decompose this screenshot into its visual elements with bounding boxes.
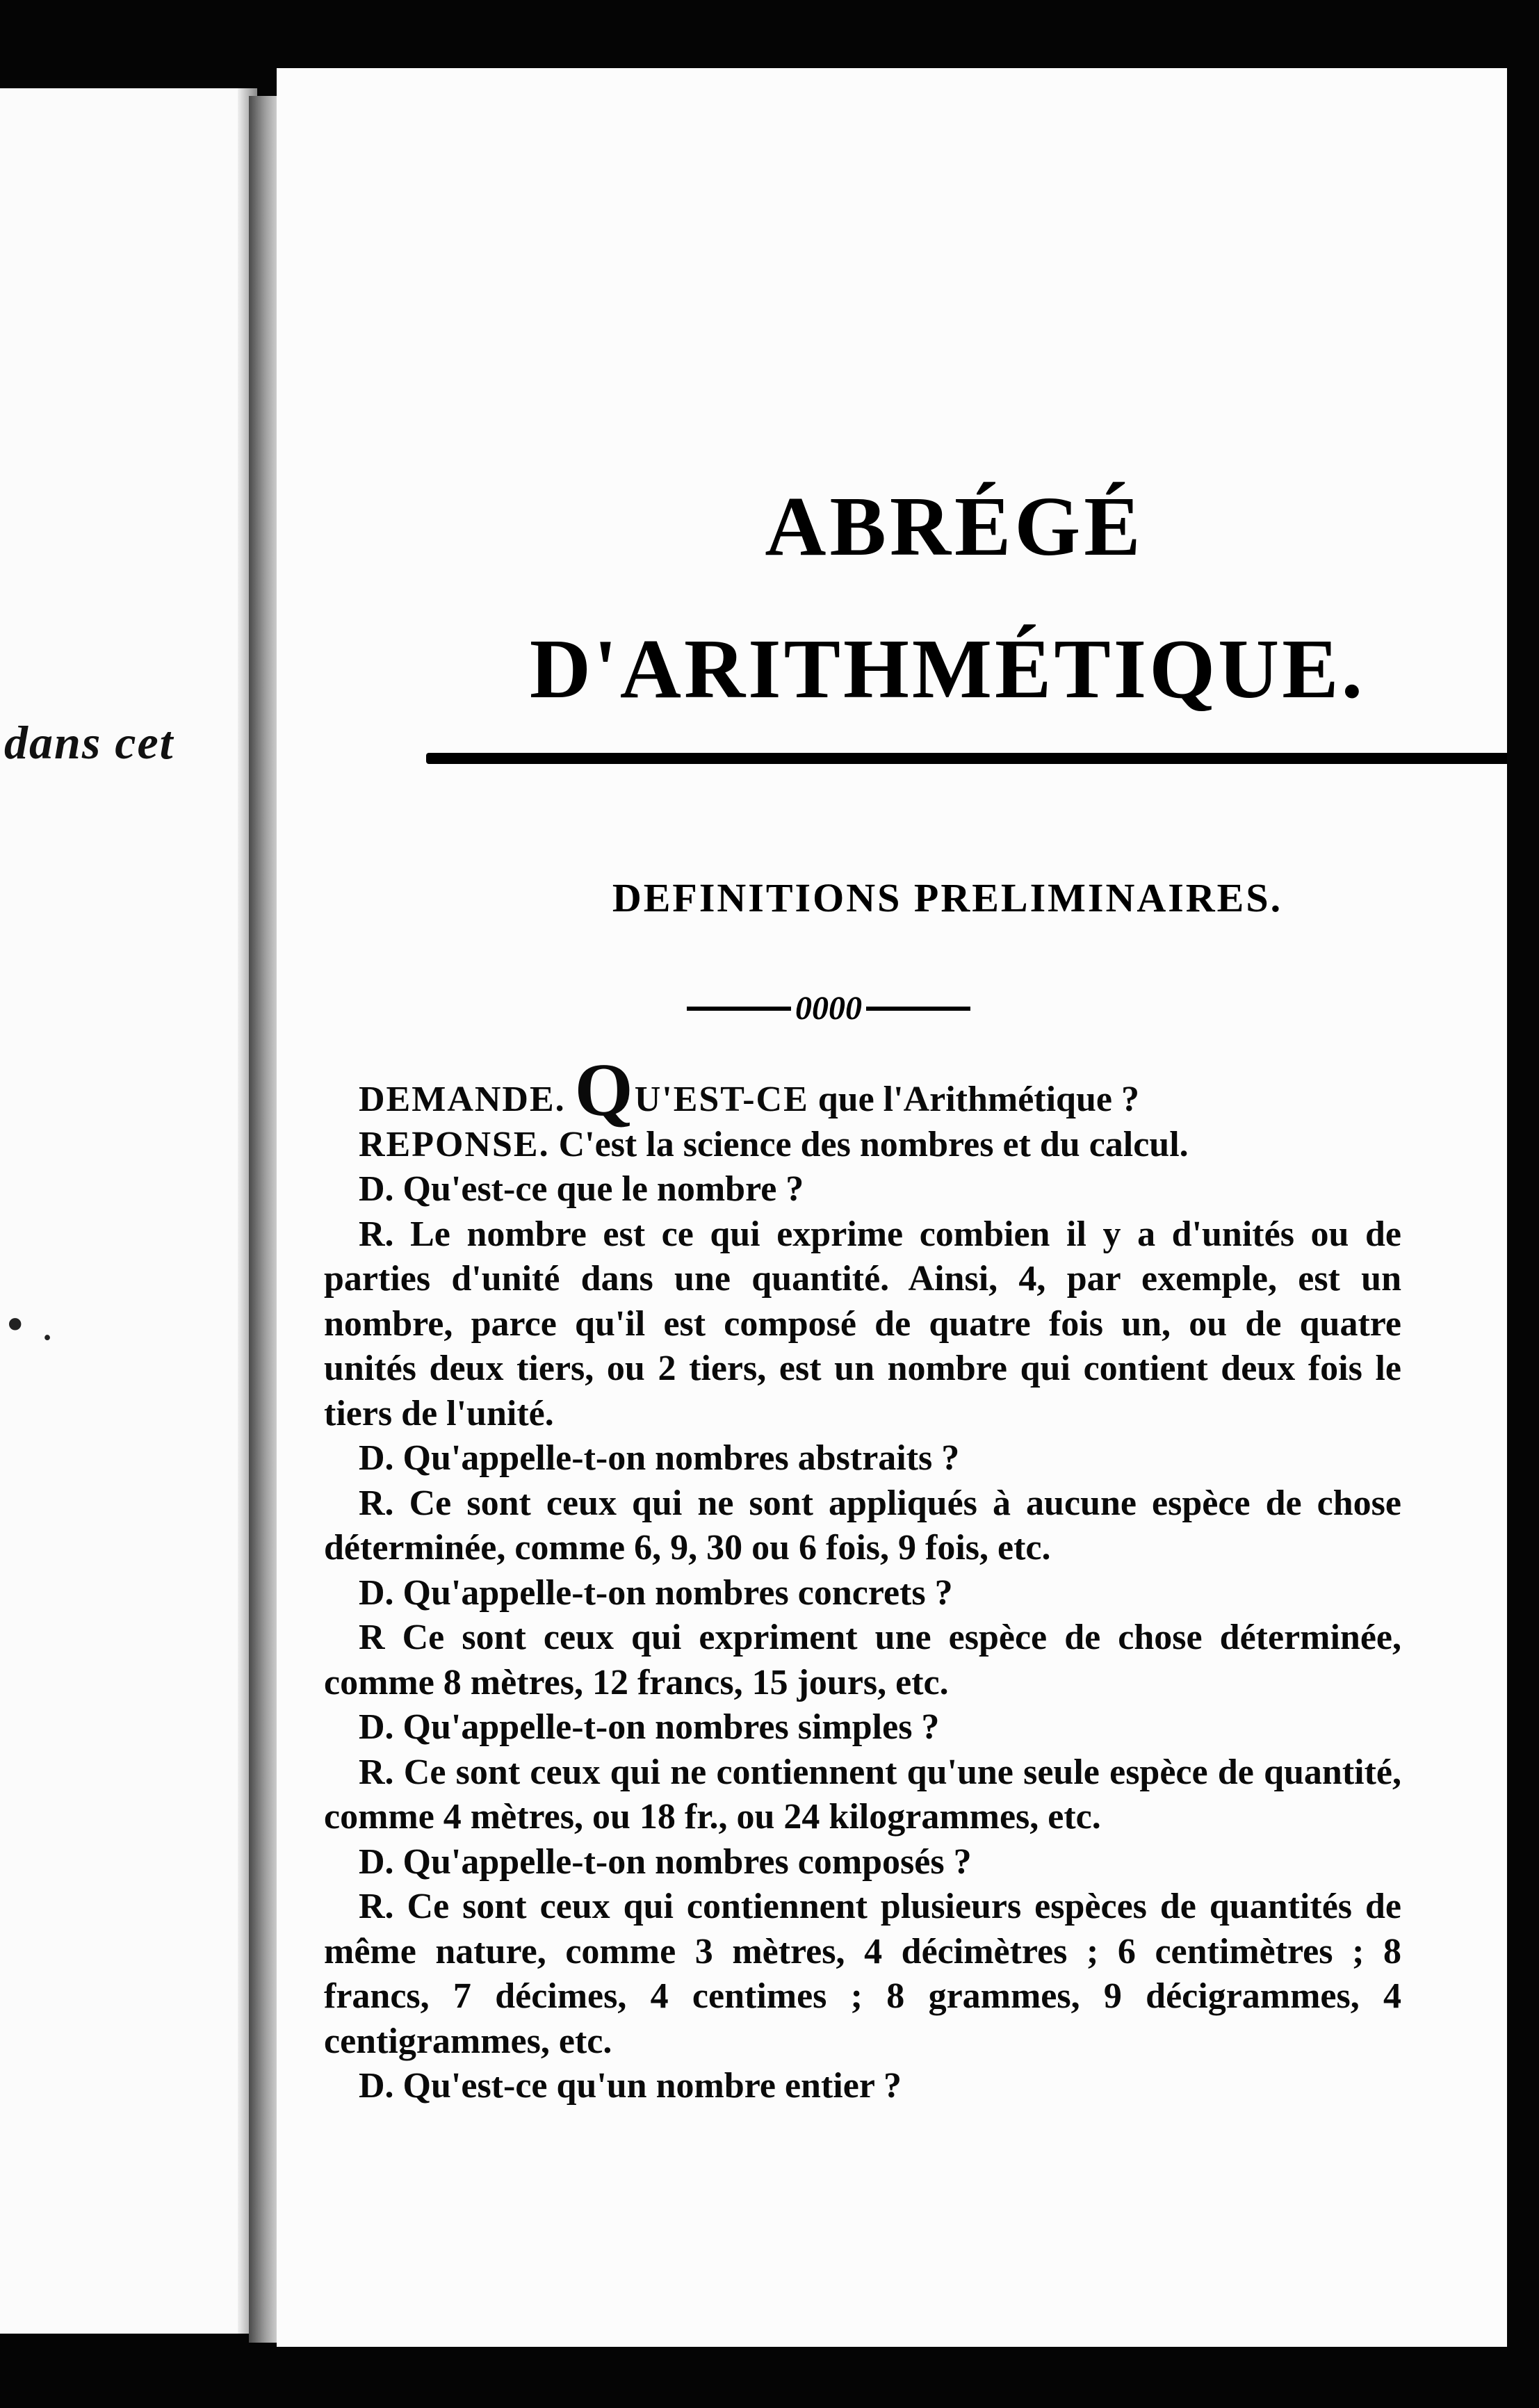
dialogue-paragraph: R. Ce sont ceux qui ne sont appliqués à aucune espèce de chose déterminée, comme 6, 9, 30 ou 6 fois, 9 fois, etc. [324,1483,1401,1568]
book-gutter [249,96,278,2343]
ornament-divider [687,989,970,1027]
title-line-2: D'ARITHMÉTIQUE. [529,622,1366,716]
section-heading: DEFINITIONS PRELIMINAIRES. [612,875,1283,920]
title-rule [426,753,1507,764]
title-line-1: ABRÉGÉ [765,480,1144,573]
lead-in: U'EST-CE [634,1080,809,1119]
dialogue-paragraph [324,1123,1401,1168]
left-page-dots: • . [3,1301,54,1350]
dialogue-paragraph [324,1049,1401,1132]
dialogue-paragraph: D. Qu'est-ce qu'un nombre entier ? [359,2066,902,2106]
right-page [277,68,1507,2347]
speaker-label: DEMANDE. [359,1080,566,1119]
dialogue-paragraph: R. Le nombre est ce qui exprime combien il y a d'unités ou de parties d'unité dans une quantité. Ainsi, 4, par exemple, est un nombre, parce qu'il est composé de quatre fois un, ou de quatre unités deux tiers, ou 2 tiers, est un nombre qui contient deux fois le tiers de l'unité. [324,1214,1401,1433]
dialogue-paragraph: R. Ce sont ceux qui ne contiennent qu'une seule espèce de quantité, comme 4 mètres, ou 18 fr., ou 24 kilogrammes, etc. [324,1752,1401,1837]
dialogue-text: que l'Arithmétique ? [808,1080,1139,1119]
dialogue-paragraph: D. Qu'appelle-t-on nombres concrets ? [359,1572,953,1613]
dialogue-paragraph: R. Ce sont ceux qui contiennent plusieurs espèces de quantités de même nature, comme 3 mètres, 4 décimètres ; 6 centimètres ; 8 francs, 7 décimes, 4 centimes ; 8 grammes, 9 décigrammes, 4 centigrammes, etc. [324,1887,1401,2061]
dialogue-paragraph: D. Qu'appelle-t-on nombres abstraits ? [359,1438,960,1478]
dialogue-text: C'est la science des nombres et du calcul. [549,1124,1189,1164]
dialogue-paragraph: D. Qu'appelle-t-on nombres composés ? [359,1841,972,1882]
drop-cap: Q [574,1049,633,1132]
left-page-fragment: dans cet [4,716,174,769]
left-page [0,88,257,2334]
dialogue-body [324,1049,1401,2109]
ornament-line-left [687,1007,791,1011]
ornament-mark: 0000 [795,990,862,1027]
speaker-label: REPONSE. [359,1124,550,1164]
dialogue-paragraph: R Ce sont ceux qui expriment une espèce de chose déterminée, comme 8 mètres, 12 francs, 15 jours, etc. [324,1618,1401,1702]
ornament-line-right [866,1007,970,1011]
dialogue-paragraph: D. Qu'appelle-t-on nombres simples ? [359,1707,940,1747]
dialogue-paragraph: D. Qu'est-ce que le nombre ? [359,1169,804,1209]
